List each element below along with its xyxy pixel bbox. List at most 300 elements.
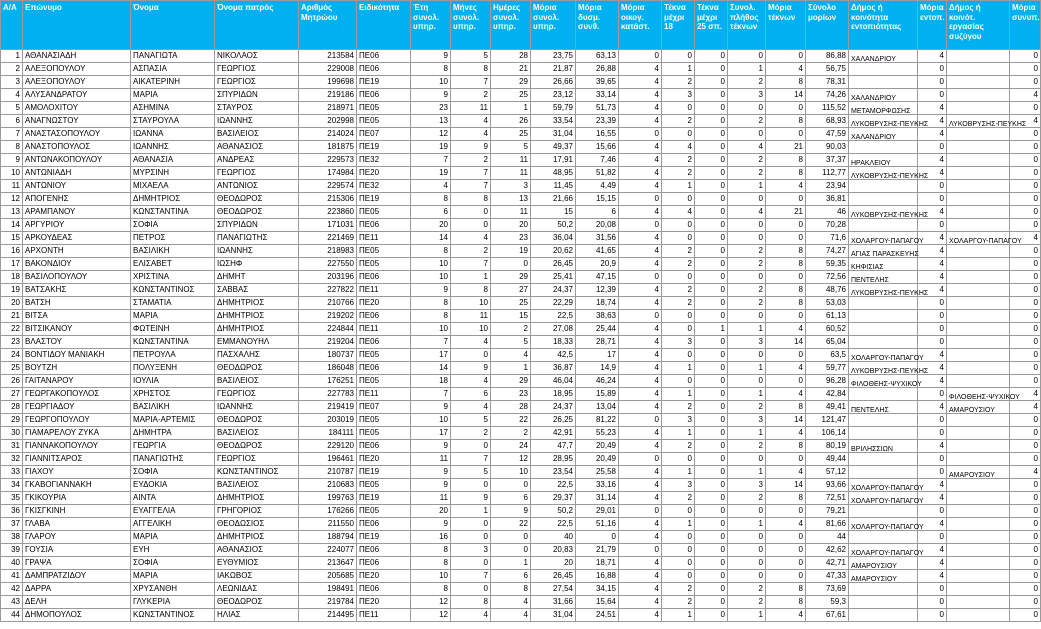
table-cell: 6	[451, 388, 491, 401]
table-row	[1, 505, 1041, 518]
table-cell: 37	[1, 518, 23, 531]
table-cell	[849, 583, 918, 596]
table-cell: 47,15	[576, 271, 619, 284]
table-cell	[849, 141, 918, 154]
table-cell: 202998	[299, 115, 357, 128]
table-cell: 10	[491, 466, 531, 479]
table-cell: ΒΙΤΣΑ	[23, 310, 131, 323]
table-cell: ΙΟΥΛΙΑ	[131, 375, 215, 388]
table-cell: 4	[918, 375, 947, 388]
table-cell: 9	[451, 141, 491, 154]
table-cell: 36	[1, 505, 23, 518]
table-cell: 4	[619, 297, 662, 310]
table-cell: 21,79	[576, 544, 619, 557]
table-cell: ΑΝΤΩΝΑΚΟΠΟΥΛΟΥ	[23, 154, 131, 167]
table-cell: ΑΜΟΛΟΧΙΤΟΥ	[23, 102, 131, 115]
table-cell: 14	[766, 336, 806, 349]
table-cell: 5	[1, 102, 23, 115]
table-cell: ΣΠΥΡΙΔΩΝ	[215, 89, 299, 102]
table-cell: 0	[619, 544, 662, 557]
table-cell: 0	[451, 531, 491, 544]
table-cell: 0	[662, 128, 695, 141]
table-cell: ΓΛΑΒΑ	[23, 518, 131, 531]
table-cell: 3	[1, 76, 23, 89]
table-cell: 4	[619, 141, 662, 154]
table-cell: 4	[918, 271, 947, 284]
table-cell: 0	[695, 167, 728, 180]
table-cell: 33,16	[576, 479, 619, 492]
table-cell: 1	[491, 102, 531, 115]
table-row	[1, 544, 1041, 557]
table-cell: ΓΕΩΡΓΙΟΣ	[215, 63, 299, 76]
table-cell: 4	[918, 102, 947, 115]
table-cell: 4	[451, 128, 491, 141]
table-cell	[849, 414, 918, 427]
table-cell: 41	[1, 570, 23, 583]
table-cell: 0	[662, 271, 695, 284]
table-cell	[947, 518, 1010, 531]
table-cell	[947, 557, 1010, 570]
table-cell: 2	[662, 245, 695, 258]
table-cell: 0	[695, 466, 728, 479]
table-cell: ΒΑΣΙΛΕΙΟΣ	[215, 479, 299, 492]
table-cell: 2	[1, 63, 23, 76]
table-cell: 4	[918, 557, 947, 570]
table-cell: 4	[918, 245, 947, 258]
table-cell: 42,91	[531, 427, 576, 440]
table-cell: 20,62	[531, 245, 576, 258]
table-cell: 13	[1, 206, 23, 219]
table-cell: 0	[728, 531, 766, 544]
table-cell: 70,28	[806, 219, 849, 232]
table-cell: 1	[1, 50, 23, 63]
table-cell: 36,87	[531, 362, 576, 375]
table-cell: 36,81	[806, 193, 849, 206]
table-cell	[849, 310, 918, 323]
column-header: Όνομα	[131, 1, 215, 50]
table-cell: 4	[918, 544, 947, 557]
table-cell: 4	[619, 336, 662, 349]
table-cell: ΠΕ06	[357, 583, 411, 596]
table-cell: 219202	[299, 310, 357, 323]
table-cell: 4	[619, 362, 662, 375]
table-cell: ΠΕ06	[357, 219, 411, 232]
table-cell	[947, 63, 1010, 76]
table-cell: ΧΡΗΣΤΟΣ	[131, 388, 215, 401]
table-cell	[849, 401, 918, 414]
table-cell: ΙΩΑΝΝΗΣ	[215, 401, 299, 414]
table-cell: 0	[766, 102, 806, 115]
table-cell	[947, 362, 1010, 375]
table-cell: 0	[766, 375, 806, 388]
table-cell: 1	[728, 427, 766, 440]
table-cell	[849, 440, 918, 453]
table-cell: 8	[451, 193, 491, 206]
table-cell: 0	[451, 557, 491, 570]
table-cell: ΠΕ32	[357, 180, 411, 193]
table-cell: 17	[1, 258, 23, 271]
table-cell: 0	[695, 297, 728, 310]
table-cell: 0	[695, 180, 728, 193]
table-cell: 23,94	[806, 180, 849, 193]
table-cell: 48,95	[531, 167, 576, 180]
table-cell: 198491	[299, 583, 357, 596]
table-cell: 227822	[299, 284, 357, 297]
table-cell: 0	[728, 310, 766, 323]
table-cell: 1	[662, 362, 695, 375]
table-cell: ΔΗΜΗΤ	[215, 271, 299, 284]
table-cell: 21,87	[531, 63, 576, 76]
table-cell: 4	[766, 518, 806, 531]
table-cell: ΑΡΚΟΥΔΕΑΣ	[23, 232, 131, 245]
table-cell: 0	[662, 349, 695, 362]
table-cell: 16,55	[576, 128, 619, 141]
table-cell: 0	[1010, 102, 1041, 115]
table-cell: 1	[728, 180, 766, 193]
table-cell: 4	[918, 50, 947, 63]
table-cell: 0	[695, 505, 728, 518]
table-cell: ΠΕ20	[357, 570, 411, 583]
table-cell: 0	[766, 544, 806, 557]
table-cell: 4	[619, 258, 662, 271]
table-cell: 174984	[299, 167, 357, 180]
table-cell: ΕΥΗ	[131, 544, 215, 557]
table-cell: 46,24	[576, 375, 619, 388]
table-cell: 0	[1010, 375, 1041, 388]
table-cell: 0	[695, 518, 728, 531]
table-cell: 24,51	[576, 609, 619, 622]
table-cell: 2	[728, 76, 766, 89]
table-cell: 4	[918, 258, 947, 271]
table-cell: ΠΕ19	[357, 531, 411, 544]
table-cell: 11	[491, 167, 531, 180]
table-cell: 8	[766, 167, 806, 180]
table-cell: ΠΕ19	[357, 76, 411, 89]
table-cell: 36,04	[531, 232, 576, 245]
table-cell: 0	[695, 154, 728, 167]
table-cell: 25	[491, 297, 531, 310]
table-cell: 2	[662, 297, 695, 310]
header-row	[1, 1, 1041, 50]
table-cell: ΓΙΑΝΝΑΚΟΠΟΥΛΟΥ	[23, 440, 131, 453]
table-cell: 96,28	[806, 375, 849, 388]
table-cell: 4	[619, 180, 662, 193]
table-cell: 26,66	[531, 76, 576, 89]
table-cell: 0	[619, 193, 662, 206]
table-cell: 4	[451, 609, 491, 622]
table-cell: ΑΛΥΣΑΝΔΡΑΤΟΥ	[23, 89, 131, 102]
table-row	[1, 479, 1041, 492]
table-cell: 9	[411, 518, 451, 531]
table-cell: 4	[491, 596, 531, 609]
table-cell: 8	[766, 492, 806, 505]
table-cell: 4	[619, 609, 662, 622]
table-cell: 8	[766, 245, 806, 258]
table-cell: ΓΕΩΡΓΙΟΣ	[215, 388, 299, 401]
table-row	[1, 102, 1041, 115]
table-cell: 2	[451, 245, 491, 258]
table-cell: 4	[918, 128, 947, 141]
column-header: Ειδικότητα	[357, 1, 411, 50]
table-cell: ΠΕ07	[357, 401, 411, 414]
municipality-label: ΛΥΚΟΒΡΥΣΗΣ-ΠΕΥΚΗΣ	[851, 290, 929, 297]
table-cell: 0	[695, 453, 728, 466]
table-cell: 21	[1, 310, 23, 323]
table-cell: 224844	[299, 323, 357, 336]
table-cell: 0	[1010, 414, 1041, 427]
table-cell: 15,89	[576, 388, 619, 401]
table-cell: 14	[411, 232, 451, 245]
table-cell: 211550	[299, 518, 357, 531]
table-cell	[849, 193, 918, 206]
table-cell: 4	[619, 323, 662, 336]
table-cell: 47,33	[806, 570, 849, 583]
table-cell: 219186	[299, 89, 357, 102]
table-cell: 2	[728, 284, 766, 297]
table-cell: 42,84	[806, 388, 849, 401]
column-header: Δήμος ή κοινότ. εργασίας συζύγου	[947, 1, 1010, 50]
table-cell: 0	[451, 518, 491, 531]
table-cell: 4	[619, 89, 662, 102]
table-cell: 229120	[299, 440, 357, 453]
table-cell: 221469	[299, 232, 357, 245]
table-cell: 0	[491, 479, 531, 492]
table-cell	[947, 50, 1010, 63]
table-cell: 8	[766, 401, 806, 414]
table-cell: ΠΕ19	[357, 492, 411, 505]
table-cell: 23	[411, 102, 451, 115]
table-cell: 2	[728, 492, 766, 505]
table-cell: 10	[411, 271, 451, 284]
table-cell: ΓΕΩΡΓΙΑΔΟΥ	[23, 401, 131, 414]
table-cell: ΠΕ06	[357, 271, 411, 284]
table-cell: 0	[1010, 219, 1041, 232]
table-cell: 4	[918, 154, 947, 167]
table-cell: ΠΕ06	[357, 336, 411, 349]
table-cell	[849, 258, 918, 271]
table-cell: 8	[491, 583, 531, 596]
table-cell: ΠΕ20	[357, 167, 411, 180]
table-cell: 4	[1, 89, 23, 102]
table-cell: 18	[1, 271, 23, 284]
table-cell: 0	[766, 557, 806, 570]
table-cell: 33,14	[576, 89, 619, 102]
table-cell	[947, 570, 1010, 583]
table-cell: 11	[451, 102, 491, 115]
table-cell: 22,29	[531, 297, 576, 310]
table-row	[1, 362, 1041, 375]
table-cell: 5	[451, 466, 491, 479]
table-cell: 26,88	[576, 63, 619, 76]
table-cell: 8	[766, 297, 806, 310]
table-cell: 11,45	[531, 180, 576, 193]
table-cell: 4	[728, 141, 766, 154]
municipality-label: ΑΜΑΡΟΥΣΙΟΥ	[949, 407, 995, 414]
table-cell: 213584	[299, 50, 357, 63]
table-cell	[849, 297, 918, 310]
table-cell: ΕΥΔΟΚΙΑ	[131, 479, 215, 492]
table-cell: 15	[531, 206, 576, 219]
table-cell: 63,13	[576, 50, 619, 63]
table-cell: 0	[1010, 557, 1041, 570]
table-cell: 0	[918, 297, 947, 310]
table-cell: 28	[491, 401, 531, 414]
table-cell: ΑΡΓΥΡΙΟΥ	[23, 219, 131, 232]
table-cell: ΘΕΟΔΩΡΟΣ	[215, 193, 299, 206]
table-cell: 2	[451, 89, 491, 102]
table-cell: 9	[411, 466, 451, 479]
table-cell: 0	[1010, 427, 1041, 440]
municipality-label: ΑΜΑΡΟΥΣΙΟΥ	[851, 576, 897, 583]
table-cell: 4	[619, 284, 662, 297]
table-cell: 0	[695, 63, 728, 76]
table-cell: 12,39	[576, 284, 619, 297]
table-cell	[947, 76, 1010, 89]
table-cell: 0	[695, 440, 728, 453]
table-cell: ΒΟΥΤΖΗ	[23, 362, 131, 375]
table-cell: 9	[451, 492, 491, 505]
municipality-label: ΦΙΛΟΘΕΗΣ-ΨΥΧΙΚΟΥ	[949, 394, 1020, 401]
column-header: Μόρια εντοπ.	[918, 1, 947, 50]
table-cell: 0	[728, 557, 766, 570]
table-cell: ΠΕ05	[357, 245, 411, 258]
table-cell: 0	[1010, 544, 1041, 557]
table-cell: 3	[451, 544, 491, 557]
table-row	[1, 375, 1041, 388]
table-cell: 44	[806, 531, 849, 544]
table-cell: 0	[728, 50, 766, 63]
table-cell: 4	[619, 167, 662, 180]
table-cell: 2	[662, 492, 695, 505]
table-cell: 0	[1010, 310, 1041, 323]
table-cell	[849, 609, 918, 622]
table-cell: 9	[411, 479, 451, 492]
table-cell: ΣΟΦΙΑ	[131, 219, 215, 232]
table-cell: ΔΗΜΗΤΡΙΟΣ	[215, 297, 299, 310]
table-cell: 29	[491, 271, 531, 284]
column-header: Μόρια τέκνων	[766, 1, 806, 50]
table-cell: 20	[491, 219, 531, 232]
table-cell: 38	[1, 531, 23, 544]
table-cell: 0	[918, 141, 947, 154]
table-cell: 4	[619, 518, 662, 531]
table-cell: 25,41	[531, 271, 576, 284]
table-cell: 1	[728, 323, 766, 336]
table-row	[1, 349, 1041, 362]
table-cell	[947, 466, 1010, 479]
table-cell: ΙΑΚΩΒΟΣ	[215, 570, 299, 583]
table-cell: 25,44	[576, 323, 619, 336]
table-cell	[947, 180, 1010, 193]
table-cell: 224077	[299, 544, 357, 557]
table-cell: 25	[491, 128, 531, 141]
table-cell: 8	[766, 284, 806, 297]
municipality-label: ΑΓΙΑΣ ΠΑΡΑΣΚΕΥΗΣ	[851, 251, 919, 258]
table-cell: ΠΕ11	[357, 284, 411, 297]
table-cell: ΠΕ20	[357, 297, 411, 310]
table-cell: 0	[1010, 50, 1041, 63]
table-cell: 1	[728, 388, 766, 401]
table-cell: 0	[1010, 362, 1041, 375]
table-cell: 0	[695, 219, 728, 232]
table-cell: 0	[695, 557, 728, 570]
table-cell: 5	[451, 414, 491, 427]
table-cell: 0	[695, 102, 728, 115]
table-cell	[947, 427, 1010, 440]
table-cell: 10	[411, 570, 451, 583]
table-cell: 23,54	[531, 466, 576, 479]
table-cell	[947, 583, 1010, 596]
table-cell: ΑΛΕΞΟΠΟΥΛΟΥ	[23, 63, 131, 76]
table-cell: 19	[411, 141, 451, 154]
table-cell: 4	[619, 479, 662, 492]
table-cell: 33,54	[531, 115, 576, 128]
table-cell: 0	[451, 219, 491, 232]
table-cell: 48,76	[806, 284, 849, 297]
table-cell: 3	[728, 89, 766, 102]
table-cell: 229008	[299, 63, 357, 76]
table-cell: ΠΕ32	[357, 154, 411, 167]
table-cell: 0	[662, 232, 695, 245]
table-cell: ΒΑΚΟΝΔΙΟΥ	[23, 258, 131, 271]
table-cell: 8	[411, 583, 451, 596]
table-cell: ΠΕ06	[357, 544, 411, 557]
table-cell: 11	[491, 154, 531, 167]
table-cell: ΘΕΟΔΩΡΟΣ	[215, 362, 299, 375]
table-cell: 0	[766, 505, 806, 518]
table-cell: 50,2	[531, 219, 576, 232]
table-cell: 0	[728, 271, 766, 284]
table-cell: 17	[411, 349, 451, 362]
column-header: Συνολ. πλήθος τέκνων	[728, 1, 766, 50]
table-cell: 28,95	[531, 453, 576, 466]
table-cell: 10	[411, 76, 451, 89]
table-cell: 9	[411, 89, 451, 102]
table-cell: 4	[619, 63, 662, 76]
table-cell	[849, 492, 924, 505]
table-cell: 6	[491, 492, 531, 505]
table-cell: 14	[411, 362, 451, 375]
table-cell: 0	[766, 219, 806, 232]
table-cell: 0	[695, 596, 728, 609]
table-cell: 20	[1, 297, 23, 310]
table-cell: ΓΚΑΒΟΓΙΑΝΝΑΚΗ	[23, 479, 131, 492]
table-cell	[947, 193, 1010, 206]
table-cell: 78,31	[806, 76, 849, 89]
table-cell: 40	[531, 531, 576, 544]
table-cell: 0	[695, 414, 728, 427]
table-cell: 59,77	[806, 362, 849, 375]
table-cell: 29	[491, 375, 531, 388]
table-cell: 20	[531, 557, 576, 570]
table-cell: 0	[1010, 583, 1041, 596]
table-cell: 27	[1, 388, 23, 401]
table-cell: 0	[695, 76, 728, 89]
table-cell: ΠΟΛΥΞΕΝΗ	[131, 362, 215, 375]
table-cell: 227783	[299, 388, 357, 401]
table-cell: 4	[619, 388, 662, 401]
table-cell: 0	[918, 466, 947, 479]
table-cell: 4	[619, 102, 662, 115]
table-cell: 22,5	[531, 518, 576, 531]
table-cell	[947, 284, 1010, 297]
column-header: Μήνες συνολ. υπηρ.	[451, 1, 491, 50]
table-cell: 10	[411, 414, 451, 427]
table-cell: ΒΑΣΙΛΕΙΟΣ	[215, 375, 299, 388]
municipality-label: ΛΥΚΟΒΡΥΣΗΣ-ΠΕΥΚΗΣ	[851, 173, 929, 180]
table-cell: 24	[491, 440, 531, 453]
table-cell: 14	[766, 414, 806, 427]
